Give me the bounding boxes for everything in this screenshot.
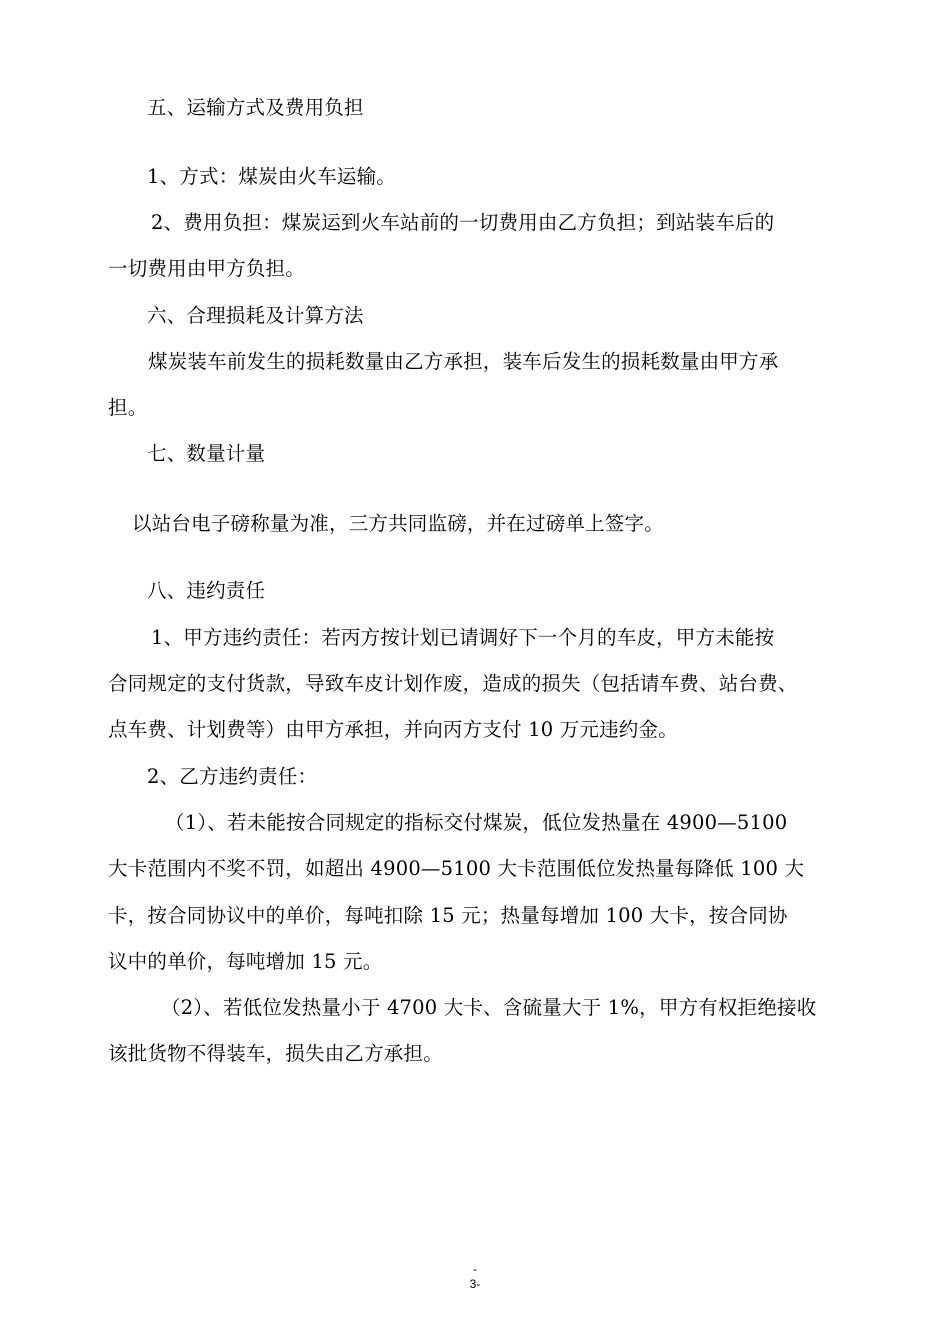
section-8-sub-1-line-3: 卡，按合同协议中的单价，每吨扣除 15 元；热量每增加 100 大卡，按合同协 [108, 904, 788, 927]
section-8-sub-2-line-2: 该批货物不得装车，损失由乙方承担。 [108, 1042, 443, 1065]
section-5-item-2-line-2: 一切费用由甲方负担。 [108, 257, 306, 280]
section-6-body-line-2: 担。 [108, 396, 148, 419]
section-8-sub-1-line-1: （1）、若未能按合同规定的指标交付煤炭，低位发热量在 4900—5100 [165, 811, 788, 834]
section-5-item-1: 1、方式：煤炭由火车运输。 [147, 165, 397, 188]
section-7-heading: 七、数量计量 [147, 442, 266, 465]
section-8-heading: 八、违约责任 [147, 579, 266, 602]
section-8-item-1-line-3: 点车费、计划费等）由甲方承担，并向丙方支付 10 万元违约金。 [108, 718, 678, 741]
section-8-sub-1-line-4: 议中的单价，每吨增加 15 元。 [108, 950, 383, 973]
section-7-body: 以站台电子磅称量为准，三方共同监磅，并在过磅单上签字。 [132, 512, 664, 535]
section-8-sub-1-line-2: 大卡范围内不奖不罚，如超出 4900—5100 大卡范围低位发热量每降低 100 大 [108, 857, 805, 880]
section-8-item-2: 2、乙方违约责任： [147, 765, 318, 788]
section-5-heading: 五、运输方式及费用负担 [147, 96, 364, 119]
section-8-item-1-line-2: 合同规定的支付货款，导致车皮计划作废，造成的损失（包括请车费、站台费、 [108, 672, 798, 695]
section-8-item-1-line-1: 1、甲方违约责任：若丙方按计划已请调好下一个月的车皮，甲方未能按 [151, 626, 775, 649]
section-6-heading: 六、合理损耗及计算方法 [147, 304, 364, 327]
section-8-sub-2-line-1: （2）、若低位发热量小于 4700 大卡、含硫量大于 1%，甲方有权拒绝接收 [161, 996, 817, 1019]
page-number: 3- [469, 1277, 481, 1291]
page-footer-dash: - [473, 1262, 477, 1276]
section-6-body-line-1: 煤炭装车前发生的损耗数量由乙方承担，装车后发生的损耗数量由甲方承 [148, 350, 779, 373]
section-5-item-2-line-1: 2、费用负担：煤炭运到火车站前的一切费用由乙方负担；到站装车后的 [151, 211, 775, 234]
